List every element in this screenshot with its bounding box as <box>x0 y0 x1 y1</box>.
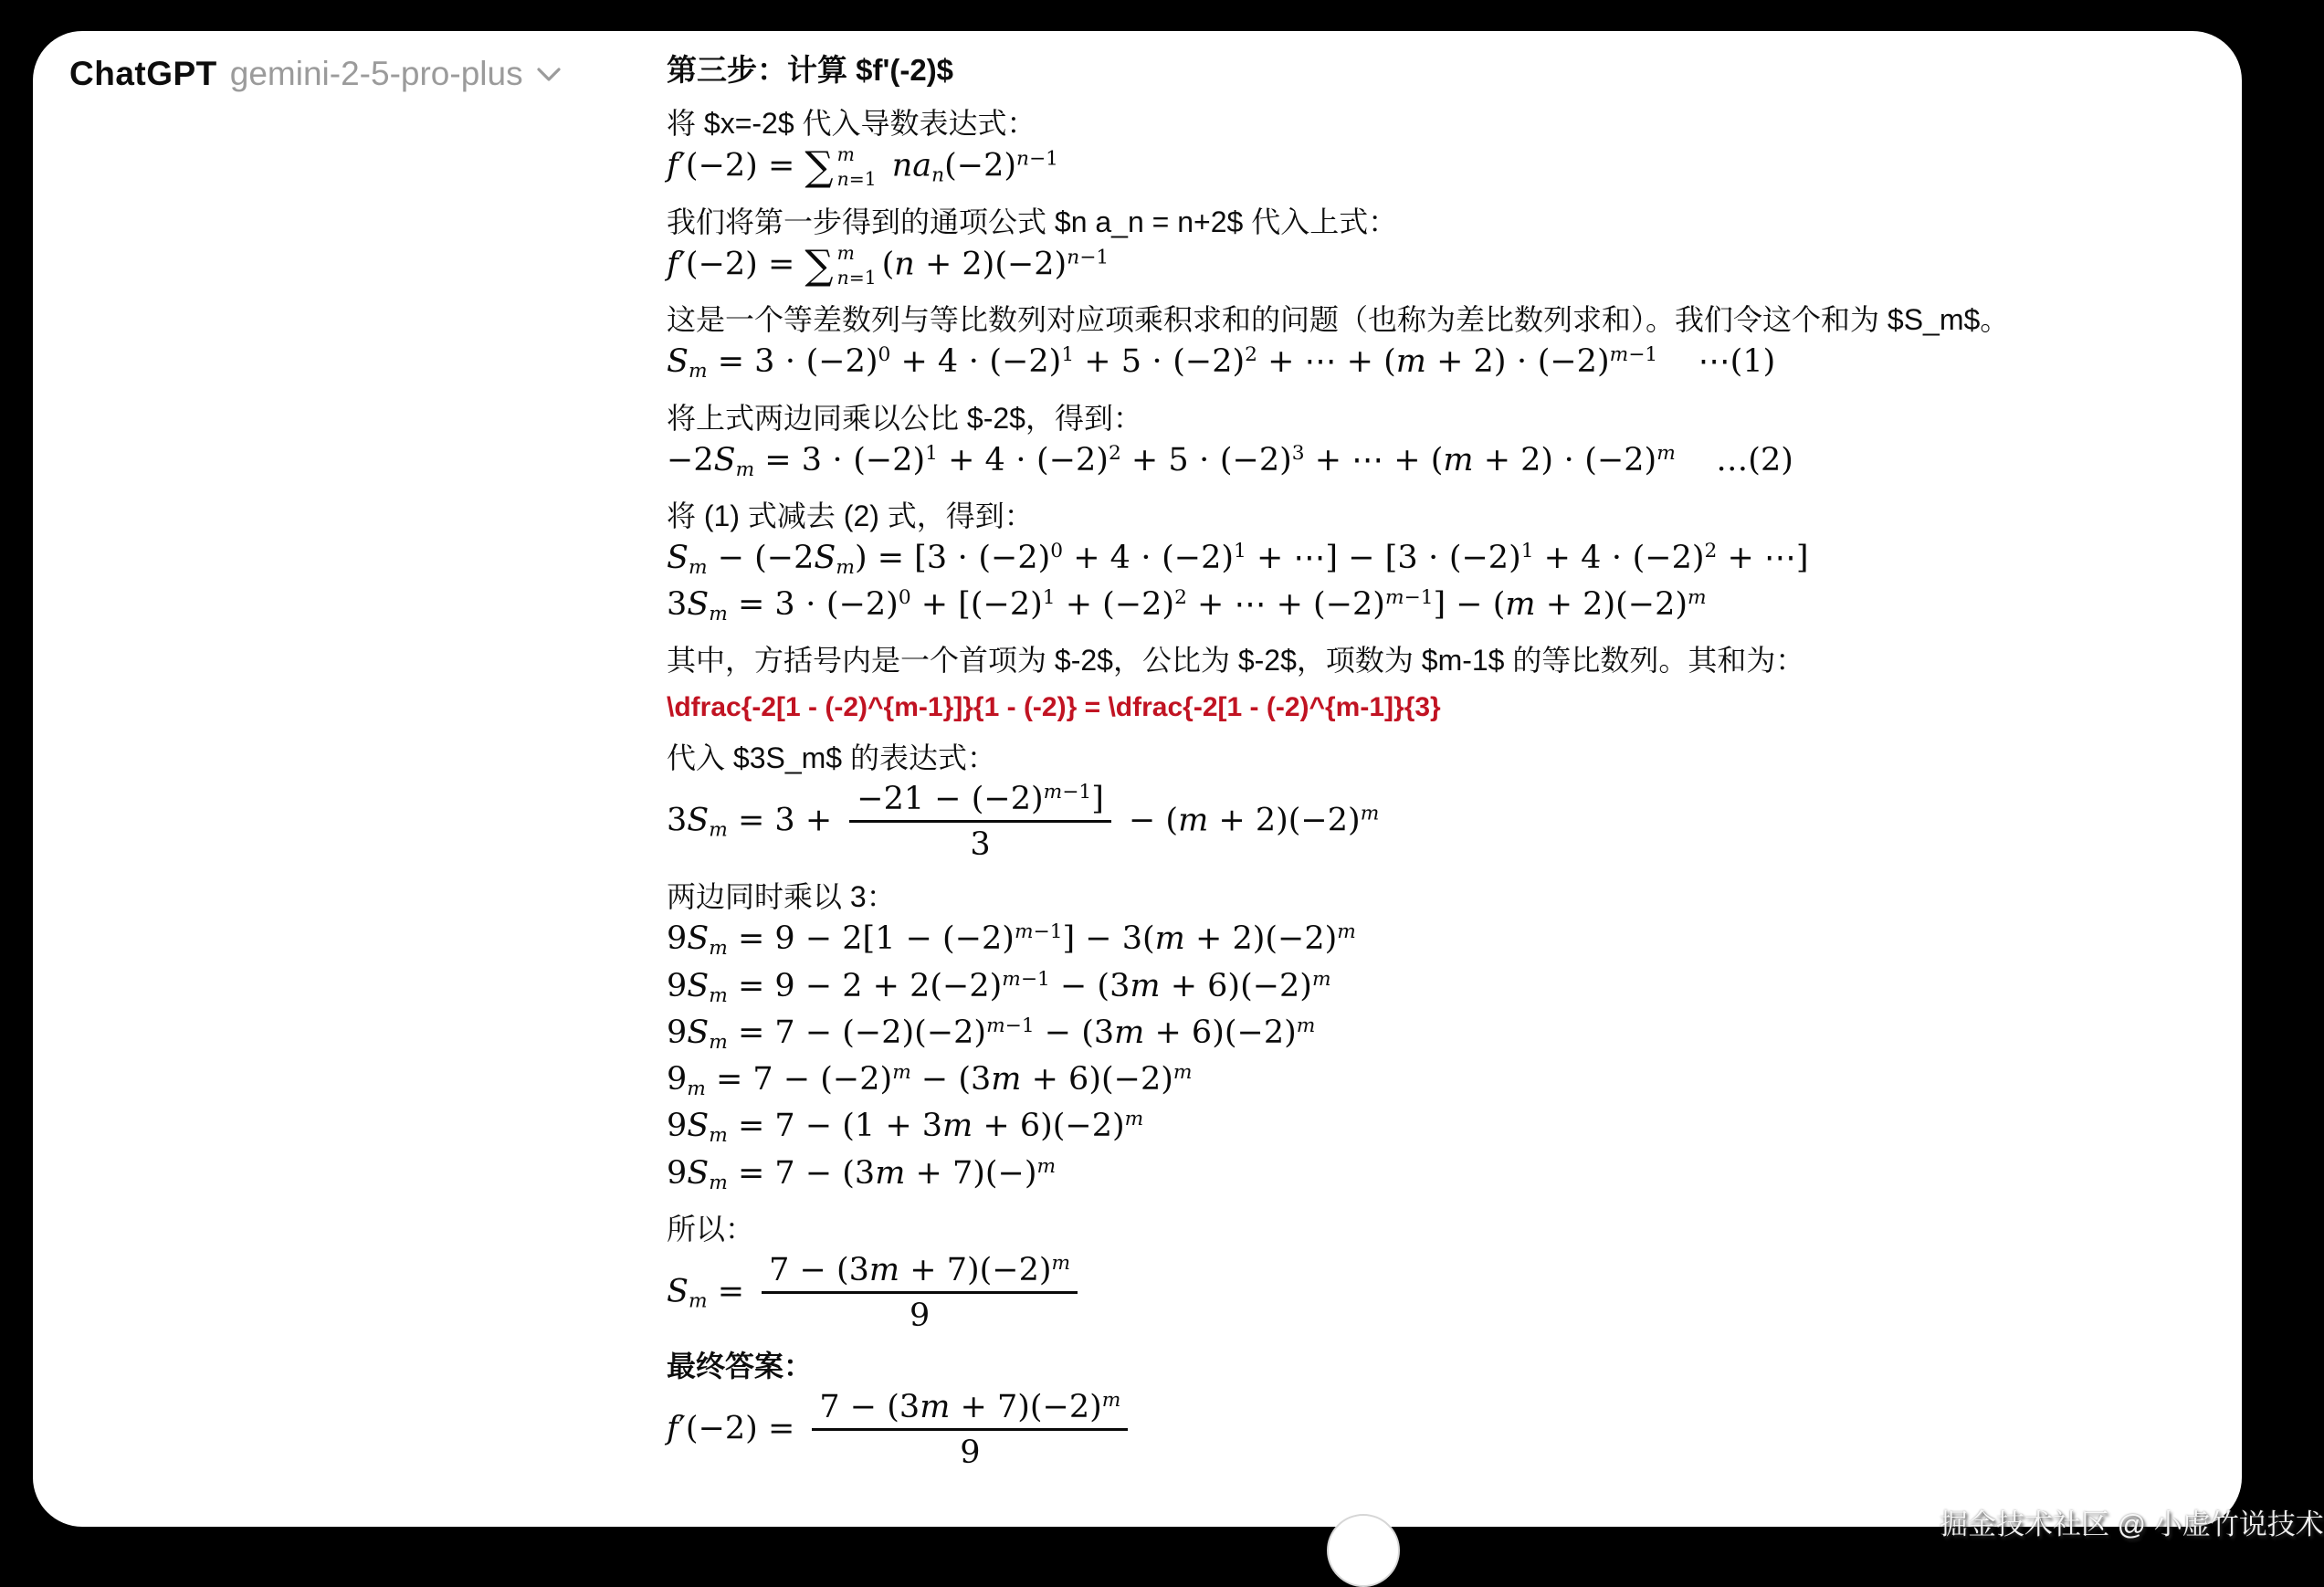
fraction: $\frac{-21 - (-2)^{m-1}]}{3}$ <box>849 780 1111 864</box>
math-line: f′(−2) = ∑ m n=1 $nan(-2)^{n-1}$ <box>667 142 1058 191</box>
math-line: Sm = $\frac{7 - (3m + 7)(-2)^m}{9}$ <box>667 1251 2247 1335</box>
math-line: $9Sm = 7 - (1 + 3m + 6)(-2)^m$ <box>667 1108 1144 1148</box>
math-line: $Sm - (-2Sm) = [3 \cdot (-2)^0 + 4 \cdot (-2)^1$ + ⋯] − [$3 \cdot (-2)^1 + 4 \cdot (-2)^2$ + ⋯] <box>667 539 1809 579</box>
section-heading: 第三步：计算 $f'(-2)$ <box>667 53 954 87</box>
paragraph: 将 (1) 式减去 (2) 式，得到： <box>667 499 1034 532</box>
paragraph: 我们将第一步得到的通项公式 $n a_n = n+2$ 代入上式： <box>667 205 1398 238</box>
math-line: $9m = 7 - (-2)^m - (3m + 6)(-2)^m$ <box>667 1061 1193 1101</box>
paragraph: 两边同时乘以 3： <box>667 880 896 914</box>
app-brand: ChatGPT <box>69 55 217 92</box>
chat-content <box>667 31 2247 1476</box>
model-name: gemini-2-5-pro-plus <box>229 55 523 92</box>
math-line: f′(−2) = ∑ m n=1 $(n + 2)(-2)^{n-1}$ <box>667 241 1109 289</box>
math-line: $3Sm = 3 \cdot (-2)^0 + [(-2)^1 + (-2)^2$ + ⋯ + $(-2)^{m-1}] - (m + 2)(-2)^m$ <box>667 586 1707 626</box>
math-line: $Sm = 3 \cdot (-2)^0 + 4 \cdot (-2)^1 + 5 \cdot (-2)^2$ + ⋯ + $(m + 2) \cdot (-2)^{m-1}$ ⋯(1) <box>667 343 1776 384</box>
math-line: $9Sm = 9 - 2[1 - (-2)^{m-1}] - 3(m + 2)(-2)^m$ <box>667 920 1356 961</box>
paragraph: 将上式两边同乘以公比 $-2$，得到： <box>667 401 1142 435</box>
paragraph: 代入 $3S_m$ 的表达式： <box>667 741 996 775</box>
paragraph: 所以： <box>667 1212 755 1245</box>
final-answer-heading: 最终答案： <box>667 1349 814 1382</box>
chevron-down-icon <box>536 67 562 87</box>
watermark: 掘金技术社区 @ 小虚竹说技术 <box>1940 1508 2324 1540</box>
paragraph: 将 $x=-2$ 代入导数表达式： <box>667 106 1036 140</box>
model-selector[interactable] <box>69 55 562 93</box>
scroll-to-bottom-button[interactable] <box>1327 1514 1400 1587</box>
math-line: $9Sm = 9 - 2 + 2(-2)^{m-1} - (3m + 6)(-2)^m$ <box>667 967 1331 1007</box>
chat-card <box>33 31 2242 1527</box>
fraction: $\frac{7 - (3m + 7)(-2)^m}{9}$ <box>762 1251 1078 1335</box>
summation-symbol: ∑ m n=1 <box>804 142 877 191</box>
math-line: $-2Sm = 3 \cdot (-2)^1 + 4 \cdot (-2)^2 + 5 \cdot (-2)^3$ + ⋯ + $(m + 2) \cdot (-2)^m$ …(2) <box>667 441 1793 481</box>
summation-symbol: ∑ m n=1 <box>804 241 877 289</box>
math-line: f′(−2) = $\frac{7 - (3m + 7)(-2)^m}{9}$ <box>667 1388 2247 1472</box>
paragraph: 其中，方括号内是一个首项为 $-2$，公比为 $-2$，项数为 $m-1$ 的等比数列。其和为： <box>667 644 1805 678</box>
paragraph: 这是一个等差数列与等比数列对应项乘积求和的问题（也称为差比数列求和）。我们令这个和为 $S_m$。 <box>667 303 2010 337</box>
math-line: $9Sm = 7 - (3m + 7)(-)^m$ <box>667 1154 1057 1194</box>
math-line: $9Sm = 7 - (-2)(-2)^{m-1} - (3m + 6)(-2)^m$ <box>667 1014 1316 1054</box>
fraction: $\frac{7 - (3m + 7)(-2)^m}{9}$ <box>812 1388 1128 1472</box>
latex-error-line: \dfrac{-2[1 - (-2)^{m-1}]}{1 - (-2)} = \dfrac{-2[1 - (-2)^{m-1]}{3} <box>667 692 1441 723</box>
math-line: 3Sm = 3 + $\frac{-21 - (-2)^{m-1}]}{3}$ − $(m + 2)(-2)^m$ <box>667 781 1380 864</box>
